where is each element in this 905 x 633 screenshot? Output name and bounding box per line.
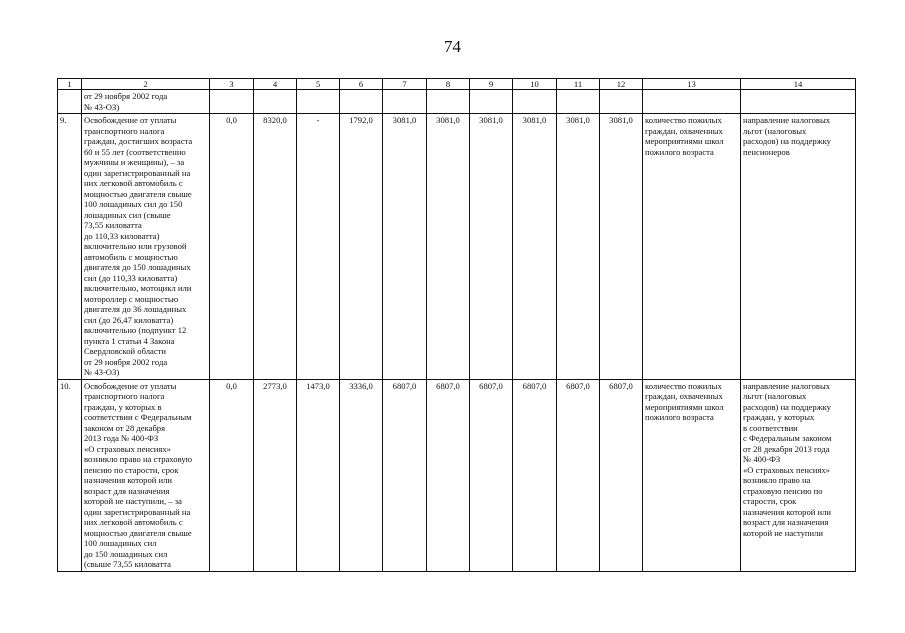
benefit-description: Освобождение от уплаты транспортного налога граждан, у которых в соответствии с Федеральным законом от 28 декабря 2013 года № 400-ФЗ «О страховых пенсиях» возникло право на страховую пенсию по старости, срок назначения которой или возраст для назначения которой не наступили, – за один зарегистрированный на них легковой автомобиль с мощностью двигателя свыше 100 лошадиных сил до 150 лошадиных сил (свыше 73,55 киловатта <box>82 379 210 571</box>
header-cell: 6 <box>340 79 383 90</box>
value-cell: 3081,0 <box>427 114 470 380</box>
header-cell: 9 <box>470 79 513 90</box>
row-number: 10. <box>58 379 82 571</box>
table-header-row <box>58 79 856 90</box>
value-cell: 6807,0 <box>470 379 513 571</box>
value-cell <box>297 90 340 114</box>
value-cell: 1792,0 <box>340 114 383 380</box>
value-cell: 6807,0 <box>427 379 470 571</box>
header-cell: 3 <box>210 79 254 90</box>
value-cell <box>470 90 513 114</box>
purpose-cell <box>741 90 856 114</box>
header-cell: 11 <box>557 79 600 90</box>
tax-benefits-table <box>57 78 856 572</box>
page-number: 74 <box>444 37 461 56</box>
value-cell: 3081,0 <box>470 114 513 380</box>
row-number: 9. <box>58 114 82 380</box>
value-cell: 6807,0 <box>513 379 557 571</box>
value-cell <box>340 90 383 114</box>
value-cell <box>427 90 470 114</box>
value-cell: 2773,0 <box>254 379 297 571</box>
header-cell: 7 <box>383 79 427 90</box>
indicator-cell <box>643 90 741 114</box>
header-cell: 8 <box>427 79 470 90</box>
header-cell: 5 <box>297 79 340 90</box>
header-cell: 13 <box>643 79 741 90</box>
header-cell: 4 <box>254 79 297 90</box>
value-cell: 0,0 <box>210 379 254 571</box>
value-cell: 6807,0 <box>557 379 600 571</box>
value-cell <box>600 90 643 114</box>
value-cell: 3081,0 <box>600 114 643 380</box>
table-row <box>58 114 856 380</box>
value-cell: 6807,0 <box>383 379 427 571</box>
value-cell <box>557 90 600 114</box>
header-cell: 10 <box>513 79 557 90</box>
value-cell: 3081,0 <box>513 114 557 380</box>
value-cell: 8320,0 <box>254 114 297 380</box>
value-cell: 6807,0 <box>600 379 643 571</box>
value-cell <box>210 90 254 114</box>
header-cell: 2 <box>82 79 210 90</box>
purpose-cell: направление налоговых льгот (налоговых расходов) на поддержку пенсионеров <box>741 114 856 380</box>
value-cell: - <box>297 114 340 380</box>
indicator-cell: количество пожилых граждан, охваченных мероприятиями школ пожилого возраста <box>643 379 741 571</box>
benefit-description: от 29 ноября 2002 года № 43-ОЗ) <box>82 90 210 114</box>
purpose-cell: направление налоговых льгот (налоговых расходов) на поддержку граждан, у которых в соответствии с Федеральным законом от 28 декабря 2013 года № 400-ФЗ «О страховых пенсиях» возникло право на страховую пенсию по старости, срок назначения которой или возраст для назначения которой не наступили <box>741 379 856 571</box>
table-row <box>58 90 856 114</box>
benefit-description: Освобождение от уплаты транспортного налога граждан, достигших возраста 60 и 55 лет (соответственно мужчины и женщины), – за один зарегистрированный на них легковой автомобиль с мощностью двигателя свыше 100 лошадиных сил до 150 лошадиных сил (свыше 73,55 киловатта до 110,33 киловатта) включительно или грузовой автомобиль с мощностью двигателя до 150 лошадиных сил (до 110,33 киловатта) включительно, мотоцикл или мотороллер с мощностью двигателя до 36 лошадиных сил (до 26,47 киловатта) включительно (подпункт 12 пункта 1 статьи 4 Закона Свердловской области от 29 ноября 2002 года № 43-ОЗ) <box>82 114 210 380</box>
table-row <box>58 379 856 571</box>
indicator-cell: количество пожилых граждан, охваченных мероприятиями школ пожилого возраста <box>643 114 741 380</box>
header-cell: 14 <box>741 79 856 90</box>
value-cell: 0,0 <box>210 114 254 380</box>
value-cell <box>254 90 297 114</box>
value-cell <box>513 90 557 114</box>
value-cell: 3081,0 <box>383 114 427 380</box>
header-cell: 1 <box>58 79 82 90</box>
row-number <box>58 90 82 114</box>
value-cell: 3336,0 <box>340 379 383 571</box>
header-cell: 12 <box>600 79 643 90</box>
value-cell <box>383 90 427 114</box>
value-cell: 1473,0 <box>297 379 340 571</box>
value-cell: 3081,0 <box>557 114 600 380</box>
